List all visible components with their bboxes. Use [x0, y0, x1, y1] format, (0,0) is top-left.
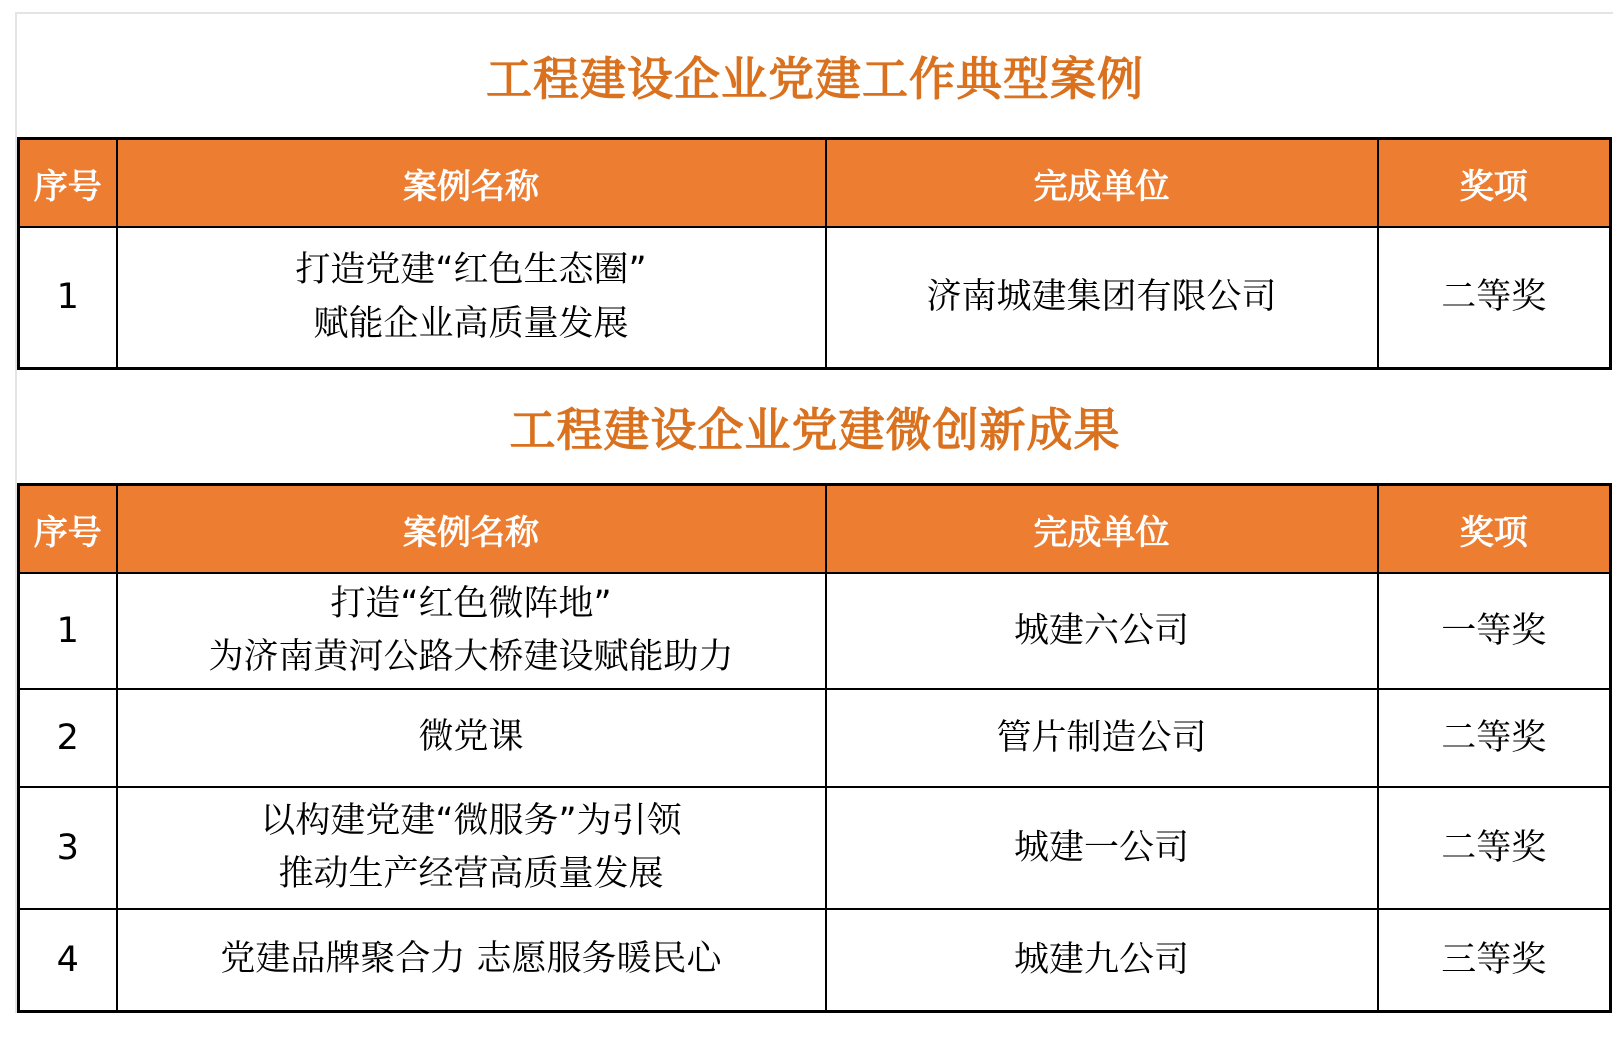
table-row	[19, 573, 1611, 689]
cell-unit: 济南城建集团有限公司	[826, 227, 1378, 369]
col-header-case-name: 案例名称	[117, 485, 826, 574]
section-2-title: 工程建设企业党建微创新成果	[509, 402, 1121, 457]
col-header-unit: 完成单位	[826, 485, 1378, 574]
table-2-header-row	[19, 485, 1611, 574]
case-name-line: 以构建党建“微服务”为引领	[260, 800, 682, 841]
cell-award: 一等奖	[1378, 573, 1611, 689]
cell-no: 2	[19, 689, 117, 787]
cell-no: 3	[19, 787, 117, 909]
case-name-line: 打造党建“红色生态圈”	[295, 250, 647, 291]
case-name-line: 赋能企业高质量发展	[313, 303, 629, 344]
cell-no: 1	[19, 573, 117, 689]
case-name-line: 打造“红色微阵地”	[330, 583, 612, 624]
section-1-title-band	[17, 14, 1613, 137]
case-name-line: 微党课	[418, 717, 524, 758]
cell-award: 二等奖	[1378, 787, 1611, 909]
col-header-no: 序号	[19, 485, 117, 574]
table-row	[19, 227, 1611, 369]
table-1-header-row	[19, 139, 1611, 228]
cell-no: 4	[19, 909, 117, 1012]
case-name-line: 为济南黄河公路大桥建设赋能助力	[208, 637, 734, 677]
col-header-case-name: 案例名称	[117, 139, 826, 228]
table-row	[19, 787, 1611, 909]
case-name-line: 党建品牌聚合力 志愿服务暖民心	[220, 939, 722, 980]
cell-award: 三等奖	[1378, 909, 1611, 1012]
cell-award: 二等奖	[1378, 689, 1611, 787]
cell-unit: 城建六公司	[826, 573, 1378, 689]
cell-case-name	[117, 909, 826, 1012]
cell-case-name	[117, 787, 826, 909]
cell-case-name	[117, 227, 826, 369]
col-header-award: 奖项	[1378, 139, 1611, 228]
table-typical-cases	[17, 137, 1612, 370]
cell-award: 二等奖	[1378, 227, 1611, 369]
col-header-award: 奖项	[1378, 485, 1611, 574]
cell-unit: 城建一公司	[826, 787, 1378, 909]
cell-unit: 城建九公司	[826, 909, 1378, 1012]
table-micro-innovation	[17, 483, 1612, 1013]
cell-case-name	[117, 573, 826, 689]
cell-unit: 管片制造公司	[826, 689, 1378, 787]
cell-no: 1	[19, 227, 117, 369]
cell-case-name	[117, 689, 826, 787]
section-2-title-band	[17, 370, 1613, 483]
case-name-line: 推动生产经营高质量发展	[278, 854, 664, 894]
section-1-title: 工程建设企业党建工作典型案例	[486, 51, 1144, 106]
table-row	[19, 909, 1611, 1012]
col-header-unit: 完成单位	[826, 139, 1378, 228]
document-sheet	[15, 12, 1613, 1013]
col-header-no: 序号	[19, 139, 117, 228]
table-row	[19, 689, 1611, 787]
